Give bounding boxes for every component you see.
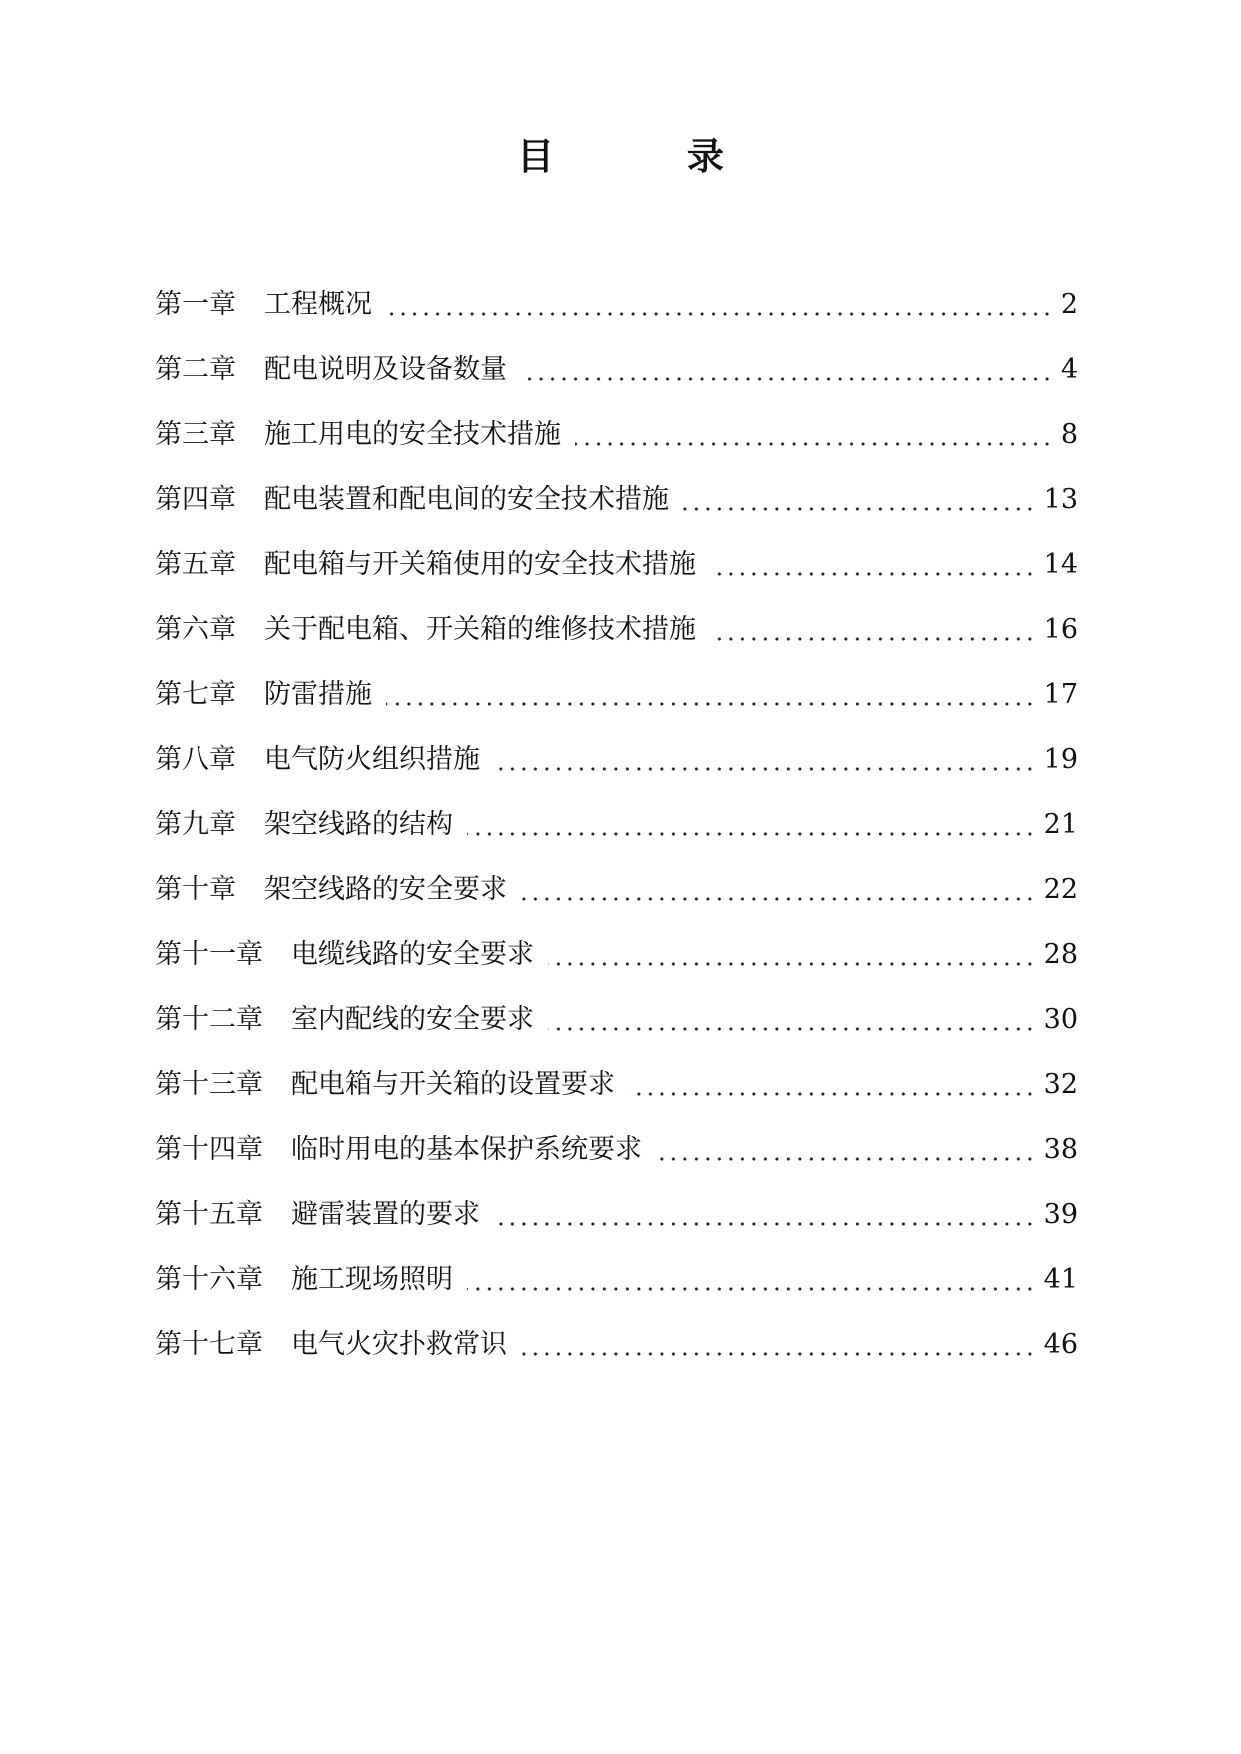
toc-dot-leader [656,1138,1036,1162]
toc-dot-leader [521,1333,1036,1357]
toc-entry[interactable] [155,597,1078,662]
toc-chapter-label: 第十章 [155,874,236,905]
toc-entry[interactable] [155,402,1078,467]
toc-dot-leader [494,1203,1036,1227]
toc-dot-leader [467,813,1036,837]
toc-entry[interactable] [155,1117,1078,1182]
toc-entry[interactable] [155,337,1078,402]
toc-dot-leader [494,748,1036,772]
toc-chapter-title: 配电说明及设备数量 [264,354,507,385]
toc-page-number: 30 [1043,1004,1078,1035]
toc-page-number: 17 [1043,679,1078,710]
toc-entry[interactable] [155,987,1078,1052]
toc-page-number: 8 [1060,419,1078,450]
toc-dot-leader [710,618,1036,642]
toc-entry[interactable] [155,1247,1078,1312]
page-title: 目 录 [517,135,784,178]
toc-entry[interactable] [155,857,1078,922]
toc-chapter-title: 电气火灾扑救常识 [291,1329,507,1360]
toc-dot-leader [710,553,1036,577]
toc-page-number: 19 [1043,744,1078,775]
toc-entry[interactable] [155,467,1078,532]
toc-chapter-title: 配电箱与开关箱的设置要求 [291,1069,615,1100]
toc-chapter-label: 第四章 [155,484,236,515]
toc-dot-leader [521,878,1036,902]
toc-chapter-title: 配电箱与开关箱使用的安全技术措施 [264,549,696,580]
toc-chapter-title: 工程概况 [264,289,372,320]
table-of-contents [155,272,1078,1377]
toc-page-number: 41 [1043,1264,1078,1295]
toc-chapter-title: 架空线路的安全要求 [264,874,507,905]
toc-page-number: 2 [1060,289,1078,320]
toc-dot-leader [548,943,1036,967]
toc-chapter-label: 第十一章 [155,939,263,970]
toc-chapter-title: 施工现场照明 [291,1264,453,1295]
toc-chapter-title: 防雷措施 [264,679,372,710]
toc-page-number: 4 [1060,354,1078,385]
toc-chapter-label: 第十六章 [155,1264,263,1295]
toc-chapter-label: 第三章 [155,419,236,450]
toc-page-number: 21 [1043,809,1078,840]
toc-dot-leader [521,358,1053,382]
toc-chapter-label: 第十三章 [155,1069,263,1100]
toc-chapter-title: 关于配电箱、开关箱的维修技术措施 [264,614,696,645]
toc-chapter-label: 第十四章 [155,1134,263,1165]
toc-dot-leader [467,1268,1036,1292]
toc-chapter-title: 架空线路的结构 [264,809,453,840]
toc-chapter-label: 第六章 [155,614,236,645]
toc-chapter-label: 第九章 [155,809,236,840]
toc-page-number: 14 [1043,549,1078,580]
toc-dot-leader [386,683,1036,707]
toc-dot-leader [548,1008,1036,1032]
toc-chapter-label: 第七章 [155,679,236,710]
toc-page-number: 32 [1043,1069,1078,1100]
toc-chapter-label: 第五章 [155,549,236,580]
toc-entry[interactable] [155,1312,1078,1377]
toc-dot-leader [575,423,1053,447]
toc-chapter-title: 临时用电的基本保护系统要求 [291,1134,642,1165]
toc-entry[interactable] [155,922,1078,987]
toc-chapter-label: 第二章 [155,354,236,385]
toc-chapter-label: 第八章 [155,744,236,775]
toc-chapter-label: 第十二章 [155,1004,263,1035]
toc-entry[interactable] [155,727,1078,792]
toc-entry[interactable] [155,662,1078,727]
toc-chapter-title: 施工用电的安全技术措施 [264,419,561,450]
toc-entry[interactable] [155,1052,1078,1117]
toc-dot-leader [683,488,1036,512]
toc-entry[interactable] [155,272,1078,337]
toc-entry[interactable] [155,792,1078,857]
toc-entry[interactable] [155,532,1078,597]
toc-page-number: 28 [1043,939,1078,970]
toc-dot-leader [629,1073,1036,1097]
toc-chapter-title: 电缆线路的安全要求 [291,939,534,970]
toc-entry[interactable] [155,1182,1078,1247]
toc-page-number: 46 [1043,1329,1078,1360]
toc-chapter-title: 室内配线的安全要求 [291,1004,534,1035]
toc-chapter-label: 第十七章 [155,1329,263,1360]
toc-chapter-label: 第一章 [155,289,236,320]
toc-page-number: 39 [1043,1199,1078,1230]
toc-page-number: 38 [1043,1134,1078,1165]
toc-page-number: 22 [1043,874,1078,905]
toc-chapter-title: 电气防火组织措施 [264,744,480,775]
toc-page-number: 13 [1043,484,1078,515]
toc-page-number: 16 [1043,614,1078,645]
toc-chapter-title: 避雷装置的要求 [291,1199,480,1230]
toc-chapter-title: 配电装置和配电间的安全技术措施 [264,484,669,515]
toc-chapter-label: 第十五章 [155,1199,263,1230]
toc-dot-leader [386,293,1053,317]
